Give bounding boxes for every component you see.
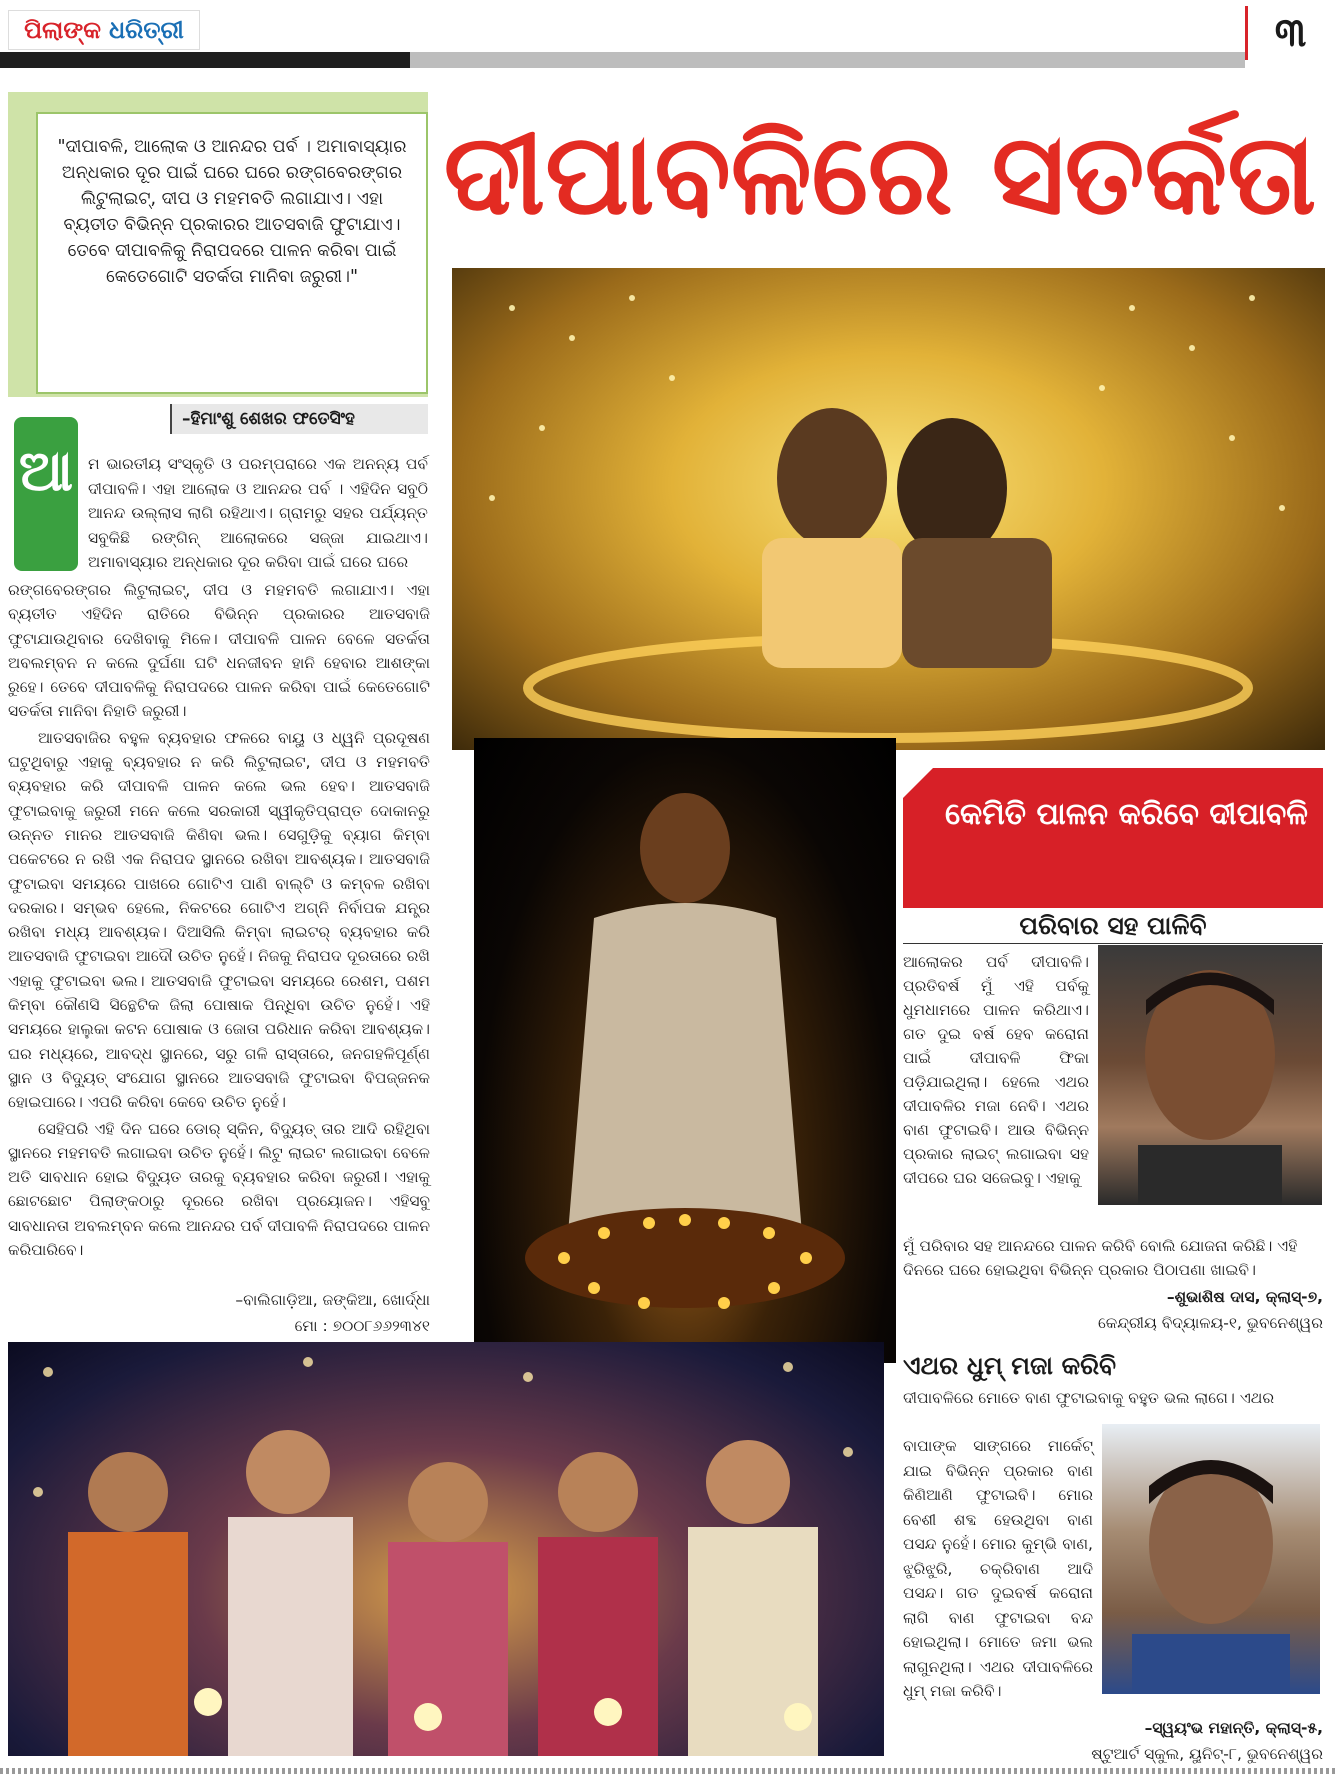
story2-text-intro: ଦୀପାବଳିରେ ମୋତେ ବାଣ ଫୁଟାଇବାକୁ ବହୁତ ଭଲ ଲାଗେ। ଏଥର: [903, 1389, 1275, 1407]
article-paragraph: ରଙ୍ଗବେରଙ୍ଗର ଲିଟୁଲାଇଟ୍, ଦୀପ ଓ ମହମବତି ଲଗାଯାଏ। ଏହା ବ୍ୟତୀତ ଏହିଦିନ ରାତିରେ ବିଭିନ୍ନ ପ୍ରକାରର ଆତସବାଜି ଫୁଟାଯାଉଥିବାର ଦେଖିବାକୁ ମିଳେ। ଦୀପାବଳି ପାଳନ ବେଳେ ସତର୍କତା ଅବଲମ୍ବନ ନ କଲେ ଦୁର୍ଘଣା ଘଟି ଧନଜୀବନ ହାନି ହେବାର ଆଶଙ୍କା ରୁହେ। ତେବେ ଦୀପାବଳିକୁ ନିରାପଦରେ ପାଳନ କରିବା ପାଇଁ କେତେଗୋଟି ସତର୍କତା ମାନିବା ନିହାତି ଜରୁରୀ।: [8, 581, 430, 721]
children-with-sparklers-photo: [8, 1342, 884, 1756]
masthead-rule-dark: [0, 52, 410, 68]
diya-lights-illustration: [452, 268, 1325, 750]
kids-sparklers-illustration: [8, 1342, 884, 1756]
article-paragraph: ଆତସବାଜିର ବହୁଳ ବ୍ୟବହାର ଫଳରେ ବାୟୁ ଓ ଧ୍ୱନି ପ୍ରଦୂଷଣ ଘଟୁଥିବାରୁ ଏହାକୁ ବ୍ୟବହାର ନ କରି ଲିଟୁଲାଇଟ, ଦୀପ ଓ ମହମବତି ବ୍ୟବହାର କରି ଦୀପାବଳି ପାଳନ କଲେ ଭଲ ହେବ। ଆତସବାଜି ଫୁଟାଇବାକୁ ଜରୁରୀ ମନେ କଲେ ସରକାରୀ ସ୍ୱୀକୃତିପ୍ରାପ୍ତ ଦୋକାନରୁ ଉନ୍ନତ ମାନର ଆତସବାଜି କିଣିବା ଭଲ। ସେଗୁଡ଼ିକୁ ବ୍ୟାଗ କିମ୍ବା ପକେଟରେ ନ ରଖି ଏକ ନିରାପଦ ସ୍ଥାନରେ ରଖିବା ଆବଶ୍ୟକ। ଆତସବାଜି ଫୁଟାଇବା ସମୟରେ ପାଖରେ ଗୋଟିଏ ପାଣି ବାଲ୍ଟି ଓ କମ୍ବଳ ରଖିବା ଦରକାର। ସମ୍ଭବ ହେଲେ, ନିକଟରେ ଗୋଟିଏ ଅଗ୍ନି ନିର୍ବାପକ ଯନ୍ତ୍ର ରଖିବା ମଧ୍ୟ ଆବଶ୍ୟକ। ଦିଆସିଲି କିମ୍ବା ଲାଇଟର୍ ବ୍ୟବହାର କରି ଆତସବାଜି ଫୁଟାଇବା ଆଦୌ ଉଚିତ ନୁହେଁ। ନିଜକୁ ନିରାପଦ ଦୂରତାରେ ରଖି ଏହାକୁ ଫୁଟାଇବା ଭଲ। ଆତସବାଜି ଫୁଟାଇବା ସମୟରେ ରେଶମ, ପଶମ କିମ୍ବା କୌଣସି ସିନ୍ଥେଟିକ ଜିଲା ପୋଷାକ ପିନ୍ଧିବା ଉଚିତ ନୁହେଁ। ଏହି ସମୟରେ ହାଲୁକା କଟନ ପୋଷାକ ଓ ଜୋତା ପରିଧାନ କରିବା ଆବଶ୍ୟକ। ଘର ମଧ୍ୟରେ, ଆବଦ୍ଧ ସ୍ଥାନରେ, ସରୁ ଗଳି ରାସ୍ତାରେ, ଜନଗହଳିପୂର୍ଣ୍ଣ ସ୍ଥାନ ଓ ବିଦ୍ୟୁତ୍ ସଂଯୋଗ ସ୍ଥାନରେ ଆତସବାଜି ଫୁଟାଇବା ବିପଜ୍ଜନକ ହୋଇପାରେ। ଏପରି କରିବା କେବେ ଉଚିତ ନୁହେଁ।: [8, 728, 430, 1112]
logo-text-red: ପିଲାଙ୍କ: [24, 16, 101, 44]
boy-portrait-photo: [1098, 945, 1322, 1205]
page-number: ୩: [1245, 6, 1333, 60]
article-byline: –ବାଲିଗାଡ଼ିଆ, ଜଙ୍କିଆ, ଖୋର୍ଦ୍ଧା: [235, 1291, 430, 1309]
child-portrait-photo: [1102, 1424, 1320, 1694]
sidebar-banner-title: କେମିତି ପାଳନ କରିବେ ଦୀପାବଳି: [930, 784, 1323, 894]
story1-text: ଆଲୋକର ପର୍ବ ଦୀପାବଳି। ପ୍ରତିବର୍ଷ ମୁଁ ଏହି ପର୍ବକୁ ଧୁମଧାମରେ ପାଳନ କରିଥାଏ। ଗତ ଦୁଇ ବର୍ଷ ହେବ କରୋନା ପାଇଁ ଦୀପାବଳି ଫିକା ପଡ଼ିଯାଇଥିଲା। ହେଲେ ଏଥର ଦୀପାବଳିର ମଜା ନେବି। ଏଥର ବାଣ ଫୁଟାଇବି। ଆଉ ବିଭିନ୍ନ ପ୍ରକାର ଲାଇଟ୍ ଲଗାଇବା ସହ ଦୀପରେ ଘର ସଜେଇବୁ। ଏହାକୁ: [903, 953, 1089, 1187]
story2-text: ବାପାଙ୍କ ସାଙ୍ଗରେ ମାର୍କେଟ୍ ଯାଇ ବିଭିନ୍ନ ପ୍ରକାର ବାଣ କିଣିଆଣି ଫୁଟାଇବି। ମୋର ବେଶୀ ଶବ୍ଦ ହେଉଥିବା ବାଣ ପସନ୍ଦ ନୁହେଁ। ମୋର କୁମ୍ଭି ବାଣ, ଝୁରିଝୁରି, ଚକ୍ରିବାଣ ଆଦି ପସନ୍ଦ। ଗତ ଦୁଇବର୍ଷ କରୋନା ଲାଗି ବାଣ ଫୁଟାଇବା ବନ୍ଦ ହୋଇଥିଲା। ମୋତେ ଜମା ଭଲ ଲାଗୁନଥିଲା। ଏଥର ଦୀପାବଳିରେ ଧୁମ୍ ମଜା କରିବି।: [903, 1437, 1093, 1700]
article-paragraph: ସେହିପରି ଏହି ଦିନ ଘରେ ଡୋର୍ ସ୍କିନ, ବିଦ୍ୟୁତ୍ ତାର ଆଦି ରହିଥିବା ସ୍ଥାନରେ ମହମବତି ଲଗାଇବା ଉଚିତ ନୁହେଁ। ଲିଟୁ ଲାଇଟ ଲଗାଇବା ବେଳେ ଅତି ସାବଧାନ ହୋଇ ବିଦ୍ୟୁତ ତାରକୁ ବ୍ୟବହାର କରିବା ଜରୁରୀ। ଏହାକୁ ଛୋଟଛୋଟ ପିଲାଙ୍କଠାରୁ ଦୂରରେ ରଖିବା ପ୍ରୟୋଜନ। ଏହିସବୁ ସାବଧାନତା ଅବଲମ୍ବନ କଲେ ଆନନ୍ଦର ପର୍ବ ଦୀପାବଳି ନିରାପଦରେ ପାଳନ କରିପାରିବେ।: [8, 1119, 430, 1260]
article-lead-text: ମ ଭାରତୀୟ ସଂସ୍କୃତି ଓ ପରମ୍ପରାରେ ଏକ ଅନନ୍ୟ ପର୍ବ ଦୀପାବଳି। ଏହା ଆଲୋକ ଓ ଆନନ୍ଦର ପର୍ବ । ଏହିଦିନ ସବୁଠି ଆନନ୍ଦ ଉଲ୍ଲାସ ଲାଗି ରହିଥାଏ। ଗ୍ରାମରୁ ସହର ପର୍ଯ୍ୟନ୍ତ ସବୁକିଛି ରଙ୍ଗିନ୍ ଆଲୋକରେ ସଜ୍ଜା ଯାଇଥାଏ। ଅମାବାସ୍ୟାର ଅନ୍ଧକାର ଦୂର କରିବା ପାଇଁ ଘରେ ଘରେ: [88, 455, 428, 571]
story1-author: –ଶୁଭାଶିଷ ଦାସ, କ୍ଲାସ୍-୭,: [1166, 1288, 1323, 1306]
child-portrait-illustration: [1102, 1424, 1320, 1694]
story1-divider: [903, 943, 1323, 944]
boy-diya-illustration: [474, 738, 896, 1363]
page-bottom-rule: [0, 1768, 1335, 1774]
boy-with-diyas-photo: [474, 738, 896, 1363]
article-body: [8, 578, 430, 1264]
pull-quote: "ଦୀପାବଳି, ଆଲୋକ ଓ ଆନନ୍ଦର ପର୍ବ । ଅମାବାସ୍ୟାର ଅନ୍ଧକାର ଦୂର ପାଇଁ ଘରେ ଘରେ ରଙ୍ଗବେରଙ୍ଗର ଲିଟୁଲାଇଟ୍, ଦୀପ ଓ ମହମବତି ଲଗାଯାଏ। ଏହା ବ୍ୟତୀତ ବିଭିନ୍ନ ପ୍ରକାରର ଆତସବାଜି ଫୁଟାଯାଏ। ତେବେ ଦୀପାବଳିକୁ ନିରାପଦରେ ପାଳନ କରିବା ପାଇଁ କେତେଗୋଟି ସତର୍କତା ମାନିବା ଜରୁରୀ।": [36, 112, 428, 394]
story2-school: ଷ୍ଟୁଆର୍ଟ ସ୍କୁଲ, ୟୁନିଟ୍-୮, ଭୁବନେଶ୍ୱର: [1091, 1745, 1323, 1763]
masthead-rule-grey: [410, 52, 1245, 68]
story2-author: –ସ୍ୱୟଂଭ ମହାନ୍ତି, କ୍ଲାସ୍-୫,: [1144, 1719, 1323, 1737]
children-lighting-diyas-photo: [452, 268, 1325, 750]
story1-school: କେନ୍ଦ୍ରୀୟ ବିଦ୍ୟାଳୟ-୧, ଭୁବନେଶ୍ୱର: [1097, 1314, 1323, 1332]
quote-author: –ହିମାଂଶୁ ଶେଖର ଫତେସିଂହ: [170, 404, 428, 434]
article-phone: ମୋ : ୭୦୦୮୬୬୨୩୪୧: [294, 1317, 430, 1335]
story1-title: ପରିବାର ସହ ପାଳିବି: [1019, 911, 1207, 940]
masthead-logo: [8, 10, 200, 50]
drop-cap: ଆ: [14, 417, 78, 571]
story2-title: ଏଥର ଧୁମ୍ ମଜା କରିବି: [903, 1351, 1117, 1380]
story1-text-continued: ମୁଁ ପରିବାର ସହ ଆନନ୍ଦରେ ପାଳନ କରିବି ବୋଲି ଯୋଜନା କରିଛି। ଏହି ଦିନରେ ଘରେ ହୋଇଥିବା ବିଭିନ୍ନ ପ୍ରକାର ପିଠାପଣା ଖାଇବି।: [903, 1237, 1298, 1279]
banner-corner-notch: [903, 768, 933, 798]
logo-text-blue: ଧରିତ୍ରୀ: [108, 16, 184, 44]
teen-portrait-illustration: [1098, 945, 1322, 1205]
article-headline: ଦୀପାବଳିରେ ସତର୍କତା: [443, 110, 1317, 240]
